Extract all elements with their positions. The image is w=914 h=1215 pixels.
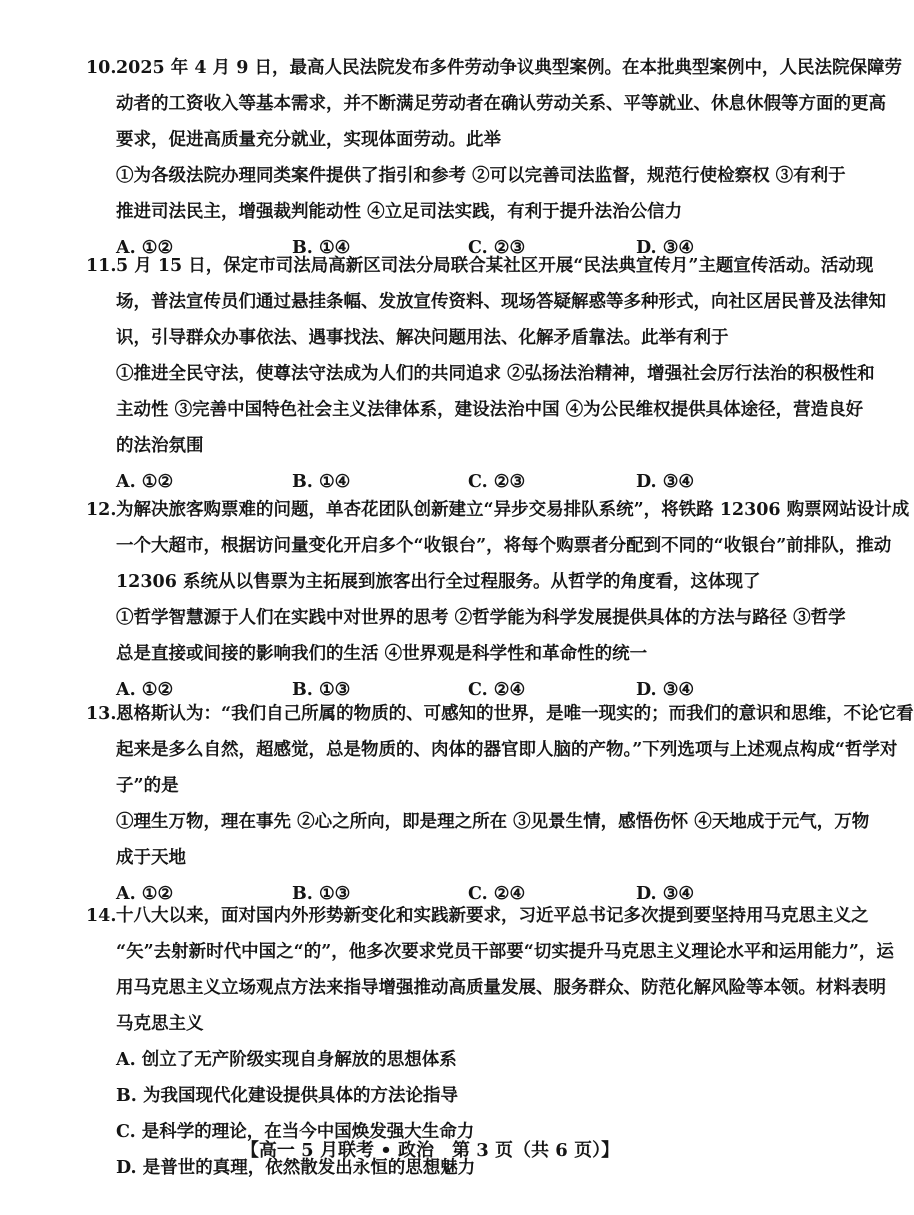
question-number: 12.: [86, 500, 117, 520]
option-c[interactable]: C. ②④: [468, 680, 526, 700]
question-12: [86, 492, 910, 708]
statement-line: ①哲学智慧源于人们在实践中对世界的思考 ②哲学能为科学发展提供具体的方法与路径 ③哲学: [116, 608, 846, 628]
question-number: 10.: [86, 58, 117, 78]
statement-line: 的法治氛围: [116, 436, 204, 456]
choice-c[interactable]: C. 是科学的理论，在当今中国焕发强大生命力: [116, 1122, 475, 1142]
question-stem-line: 十八大以来，面对国内外形势新变化和实践新要求，习近平总书记多次提到要坚持用马克思主义之: [116, 906, 869, 926]
option-b[interactable]: B. ①④: [292, 238, 351, 258]
question-stem-line: 用马克思主义立场观点方法来指导增强推动高质量发展、服务群众、防范化解风险等本领。材料表明: [116, 978, 886, 998]
statement-line: ①推进全民守法，使尊法守法成为人们的共同追求 ②弘扬法治精神，增强社会厉行法治的积极性和: [116, 364, 875, 384]
option-c[interactable]: C. ②④: [468, 884, 526, 904]
question-stem-line: 一个大超市，根据访问量变化开启多个“收银台”，将每个购票者分配到不同的“收银台”前排队，推动: [116, 536, 892, 556]
question-number: 11.: [86, 256, 117, 276]
question-stem-line: 12306 系统从以售票为主拓展到旅客出行全过程服务。从哲学的角度看，这体现了: [116, 572, 761, 592]
question-13: [86, 696, 914, 912]
option-d[interactable]: D. ③④: [636, 238, 695, 258]
option-c[interactable]: C. ②③: [468, 238, 526, 258]
option-d[interactable]: D. ③④: [636, 472, 695, 492]
option-d[interactable]: D. ③④: [636, 680, 695, 700]
option-b[interactable]: B. ①③: [292, 680, 351, 700]
statement-line: 主动性 ③完善中国特色社会主义法律体系，建设法治中国 ④为公民维权提供具体途径，营造良好: [116, 400, 864, 420]
statement-line: 推进司法民主，增强裁判能动性 ④立足司法实践，有利于提升法治公信力: [116, 202, 683, 222]
question-stem-line: 起来是多么自然，超感觉，总是物质的、肉体的器官即人脑的产物。”下列选项与上述观点构成“哲学对: [116, 740, 898, 760]
question-stem-line: 为解决旅客购票难的问题，单杏花团队创新建立“异步交易排队系统”，将铁路 12306 购票网站设计成: [116, 500, 910, 520]
choice-b[interactable]: B. 为我国现代化建设提供具体的方法论指导: [116, 1086, 458, 1106]
question-stem-line: 马克思主义: [116, 1014, 204, 1034]
statement-line: 总是直接或间接的影响我们的生活 ④世界观是科学性和革命性的统一: [116, 644, 648, 664]
page-footer: 【高一 5 月联考 • 政治 第 3 页（共 6 页）】: [240, 1140, 620, 1161]
question-stem-line: 动者的工资收入等基本需求，并不断满足劳动者在确认劳动关系、平等就业、休息休假等方面的更高: [116, 94, 886, 114]
statement-line: ①为各级法院办理同类案件提供了指引和参考 ②可以完善司法监督，规范行使检察权 ③有利于: [116, 166, 846, 186]
option-b[interactable]: B. ①③: [292, 884, 351, 904]
option-a[interactable]: A. ①②: [116, 680, 174, 700]
option-c[interactable]: C. ②③: [468, 472, 526, 492]
statement-line: 成于天地: [116, 848, 186, 868]
question-number: 13.: [86, 704, 117, 724]
option-d[interactable]: D. ③④: [636, 884, 695, 904]
question-stem-line: 5 月 15 日，保定市司法局高新区司法分局联合某社区开展“民法典宣传月”主题宣传活动。活动现: [116, 256, 874, 276]
option-a[interactable]: A. ①②: [116, 472, 174, 492]
question-stem-line: 识，引导群众办事依法、遇事找法、解决问题用法、化解矛盾靠法。此举有利于: [116, 328, 729, 348]
question-stem-line: “矢”去射新时代中国之“的”，他多次要求党员干部要“切实提升马克思主义理论水平和运用能力”，运: [116, 942, 894, 962]
question-stem-line: 要求，促进高质量充分就业，实现体面劳动。此举: [116, 130, 501, 150]
choice-a[interactable]: A. 创立了无产阶级实现自身解放的思想体系: [116, 1050, 457, 1070]
question-stem-line: 场，普法宣传员们通过悬挂条幅、发放宣传资料、现场答疑解惑等多种形式，向社区居民普及法律知: [116, 292, 886, 312]
option-a[interactable]: A. ①②: [116, 884, 174, 904]
question-stem-line: 恩格斯认为：“我们自己所属的物质的、可感知的世界，是唯一现实的；而我们的意识和思维，不论它看: [116, 704, 914, 724]
question-11: [86, 248, 886, 500]
option-b[interactable]: B. ①④: [292, 472, 351, 492]
question-stem-line: 2025 年 4 月 9 日，最高人民法院发布多件劳动争议典型案例。在本批典型案例中，人民法院保障劳: [116, 58, 903, 78]
option-a[interactable]: A. ①②: [116, 238, 174, 258]
choice-d[interactable]: D. 是普世的真理，依然散发出永恒的思想魅力: [116, 1158, 476, 1178]
question-stem-line: 子”的是: [116, 776, 179, 796]
statement-line: ①理生万物，理在事先 ②心之所向，即是理之所在 ③见景生情，感悟伤怀 ④天地成于元气，万物: [116, 812, 870, 832]
question-number: 14.: [86, 906, 117, 926]
